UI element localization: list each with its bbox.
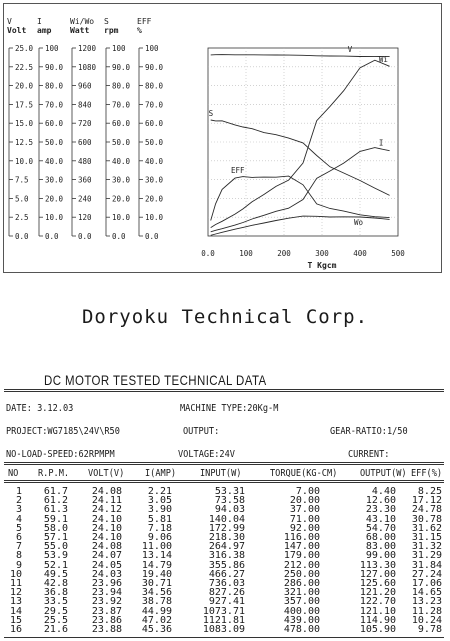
cell-no: 2 [15, 495, 22, 507]
cell-output: 4.40 [371, 486, 396, 497]
cell-volt: 23.96 [91, 578, 122, 589]
cell-amp: 19.40 [141, 568, 172, 580]
x-tick-label: 300 [315, 249, 329, 258]
rule-bottom [4, 637, 444, 638]
cell-rpm: 25.5 [43, 614, 68, 626]
col-header-amp: I(AMP) [145, 468, 177, 479]
cell-eff: 8.25 [417, 486, 442, 497]
cell-volt: 23.86 [91, 614, 122, 626]
cell-no: 7 [15, 541, 22, 553]
axis-tick-label: 50.0 [112, 138, 131, 147]
axis-tick-label: 90.0 [145, 62, 164, 72]
cell-volt: 24.10 [91, 513, 122, 525]
cell-output: 122.70 [359, 596, 396, 608]
cell-no: 14 [9, 605, 22, 617]
x-tick-label: 100 [239, 249, 253, 258]
axis-tick-label: 60.0 [112, 119, 131, 129]
axis-tick-label: 10.0 [45, 213, 64, 223]
cell-input: 1083.09 [202, 624, 245, 635]
col-header-eff: EFF(%) [411, 468, 443, 479]
cell-torque: 20.00 [289, 495, 320, 507]
cell-rpm: 53.9 [43, 550, 68, 562]
cell-rpm: 57.1 [43, 532, 68, 543]
cell-input: 736.03 [208, 578, 245, 589]
axis-tick-label: 100 [145, 44, 159, 53]
axis-tick-label: 17.5 [15, 100, 34, 110]
cell-input: 73.58 [214, 495, 245, 507]
cell-torque: 212.00 [283, 559, 320, 571]
col-header-output: OUTPUT(W) [360, 468, 407, 479]
axis-tick-label: 90.0 [112, 62, 131, 72]
cell-rpm: 61.2 [43, 495, 68, 507]
cell-eff: 31.15 [411, 532, 442, 543]
cell-rpm: 58.0 [43, 522, 68, 534]
axis-tick-label: 12.5 [15, 138, 34, 147]
axis-tick-label: 20.0 [112, 194, 131, 204]
cell-amp: 9.06 [147, 532, 172, 543]
axis-tick-label: 30.0 [112, 175, 131, 185]
cell-output: 12.60 [365, 495, 396, 507]
col-header-volt: VOLT(V) [88, 468, 125, 479]
cell-input: 316.38 [208, 550, 245, 562]
cell-amp: 44.99 [141, 605, 172, 617]
axis-tick-label: 480 [78, 156, 92, 166]
series-line-eff [211, 176, 390, 220]
series-line-wi [208, 60, 390, 227]
cell-torque: 7.00 [295, 486, 320, 497]
cell-rpm: 42.8 [43, 578, 68, 589]
cell-rpm: 52.1 [43, 559, 68, 571]
cell-no: 5 [15, 522, 22, 534]
cell-torque: 400.00 [283, 605, 320, 617]
cell-amp: 14.79 [141, 559, 172, 571]
axis-tick-label: 7.5 [15, 175, 29, 185]
cell-output: 23.30 [365, 504, 396, 516]
axis-tick-label: 10.0 [15, 156, 34, 166]
x-tick-label: 400 [353, 249, 367, 258]
cell-output: 121.20 [359, 587, 396, 599]
series-line-s [211, 120, 390, 195]
project-field: PROJECT:WG7185\24V\R50 [6, 426, 120, 437]
series-label-v: V [347, 45, 353, 55]
x-tick-label: 0.0 [201, 249, 215, 258]
cell-input: 172.99 [208, 522, 245, 534]
cell-torque: 321.00 [283, 587, 320, 599]
axis-unit-bottom: rpm [104, 26, 119, 35]
series-label-i: I [378, 138, 384, 148]
axis-tick-label: 1080 [78, 62, 97, 72]
company-name: Doryoku Technical Corp. [81, 306, 369, 328]
cell-no: 3 [15, 504, 22, 516]
axis-tick-label: 20.0 [45, 194, 64, 204]
cell-amp: 34.56 [141, 587, 172, 599]
cell-volt: 24.03 [91, 568, 122, 580]
axis-tick-label: 10.0 [145, 213, 164, 223]
cell-volt: 23.88 [91, 624, 122, 635]
series-label-eff: EFF [230, 166, 245, 176]
cell-volt: 24.08 [91, 486, 122, 497]
cell-input: 466.27 [208, 568, 245, 580]
cell-input: 264.97 [208, 541, 245, 553]
axis-tick-label: 90.0 [45, 62, 64, 72]
cell-eff: 30.78 [411, 513, 442, 525]
cell-amp: 47.02 [141, 614, 172, 626]
cell-input: 355.86 [208, 559, 245, 571]
cell-torque: 357.00 [283, 596, 320, 608]
axis-tick-label: 600 [78, 138, 92, 147]
cell-eff: 31.84 [411, 559, 442, 571]
cell-output: 127.00 [359, 568, 396, 580]
axis-tick-label: 10.0 [112, 213, 131, 223]
gear-ratio-field: GEAR-RATIO:1/50 [330, 426, 408, 437]
cell-input: 1121.81 [202, 614, 245, 626]
rule-top [4, 389, 444, 392]
series-label-wo: Wo [354, 218, 364, 228]
axis-unit-top: Wi/Wo [70, 17, 95, 26]
axis-tick-label: 60.0 [45, 119, 64, 129]
cell-input: 53.31 [214, 486, 245, 497]
axis-tick-label: 360 [78, 175, 92, 185]
axis-tick-label: 0.0 [78, 232, 92, 241]
cell-eff: 27.24 [411, 568, 442, 580]
axis-tick-label: 0.0 [15, 232, 29, 241]
axis-tick-label: 0.0 [45, 232, 59, 241]
cell-amp: 3.05 [147, 495, 172, 507]
cell-amp: 7.18 [147, 522, 172, 534]
cell-input: 218.30 [208, 532, 245, 543]
axis-tick-label: 60.0 [145, 119, 164, 129]
cell-eff: 31.32 [411, 541, 442, 553]
cell-amp: 3.90 [147, 504, 172, 516]
col-header-rpm: R.P.M. [38, 468, 70, 479]
axis-tick-label: 2.5 [15, 213, 29, 223]
axis-tick-label: 50.0 [145, 138, 164, 147]
cell-no: 8 [15, 550, 22, 562]
axis-tick-label: 20.0 [145, 194, 164, 204]
cell-no: 6 [15, 532, 22, 543]
motor-performance-chart [4, 4, 443, 274]
axis-unit-bottom: Volt [7, 26, 27, 35]
axis-tick-label: 100 [112, 44, 126, 53]
axis-unit-top: S [104, 17, 109, 26]
cell-amp: 11.00 [141, 541, 172, 553]
cell-torque: 179.00 [283, 550, 320, 562]
axis-tick-label: 22.5 [15, 62, 34, 72]
plot-area [208, 48, 398, 236]
cell-eff: 10.24 [411, 614, 442, 626]
cell-volt: 24.07 [91, 550, 122, 562]
axis-unit-top: EFF [137, 17, 152, 26]
cell-volt: 23.92 [91, 596, 122, 608]
axis-tick-label: 70.0 [45, 100, 64, 110]
axis-tick-label: 80.0 [45, 81, 64, 91]
cell-torque: 116.00 [283, 532, 320, 543]
cell-volt: 24.10 [91, 532, 122, 543]
axis-tick-label: 5.0 [15, 194, 29, 204]
cell-input: 827.26 [208, 587, 245, 599]
axis-tick-label: 720 [78, 119, 92, 129]
cell-rpm: 29.5 [43, 605, 68, 617]
cell-rpm: 55.0 [43, 541, 68, 553]
x-axis-label: T Kgcm [307, 261, 337, 270]
cell-output: 68.00 [365, 532, 396, 543]
cell-torque: 250.00 [283, 568, 320, 580]
cell-amp: 2.21 [147, 486, 172, 497]
axis-unit-top: I [37, 17, 42, 26]
output-field: OUTPUT: [183, 426, 220, 437]
axis-tick-label: 15.0 [15, 119, 34, 129]
axis-tick-label: 960 [78, 81, 92, 91]
col-header-torque: TORQUE(KG-CM) [270, 468, 338, 479]
cell-rpm: 33.5 [43, 596, 68, 608]
cell-eff: 13.23 [411, 596, 442, 608]
axis-tick-label: 120 [78, 213, 92, 223]
data-table [0, 487, 450, 637]
report-title: DC MOTOR TESTED TECHNICAL DATA [44, 372, 267, 388]
axis-tick-label: 70.0 [112, 100, 131, 110]
axis-tick-label: 40.0 [45, 156, 64, 166]
cell-eff: 17.12 [411, 495, 442, 507]
cell-eff: 17.06 [411, 578, 442, 589]
axis-tick-label: 0.0 [145, 232, 159, 241]
cell-no: 9 [15, 559, 22, 571]
cell-no: 15 [9, 614, 22, 626]
axis-tick-label: 20.0 [15, 81, 34, 91]
cell-torque: 147.00 [283, 541, 320, 553]
axis-tick-label: 40.0 [112, 156, 131, 166]
no-load-speed-field: NO-LOAD-SPEED:62RPMPM [6, 449, 115, 460]
cell-rpm: 59.1 [43, 513, 68, 525]
cell-amp: 45.36 [141, 624, 172, 635]
date-field: DATE: 3.12.03 [6, 403, 74, 414]
col-header-no: NO [8, 468, 19, 479]
cell-rpm: 61.3 [43, 504, 68, 516]
cell-output: 43.10 [365, 513, 396, 525]
series-line-v [211, 55, 390, 57]
cell-eff: 31.29 [411, 550, 442, 562]
cell-output: 83.00 [365, 541, 396, 553]
cell-input: 1073.71 [202, 605, 245, 617]
machine-type-field: MACHINE TYPE:20Kg-M [180, 403, 279, 414]
rule-header-top [4, 462, 444, 465]
cell-eff: 24.78 [411, 504, 442, 516]
axis-unit-bottom: % [137, 26, 142, 35]
cell-volt: 24.11 [91, 495, 122, 507]
cell-torque: 37.00 [289, 504, 320, 516]
axis-tick-label: 80.0 [145, 81, 164, 91]
cell-output: 54.70 [365, 522, 396, 534]
series-label-s: S [208, 109, 214, 119]
axis-tick-label: 70.0 [145, 100, 164, 110]
cell-amp: 30.71 [141, 578, 172, 589]
cell-input: 927.41 [208, 596, 245, 608]
cell-rpm: 21.6 [43, 624, 68, 635]
axis-tick-label: 240 [78, 194, 92, 204]
cell-no: 4 [15, 513, 22, 525]
x-tick-label: 500 [391, 249, 405, 258]
cell-no: 10 [9, 568, 22, 580]
axis-unit-top: V [7, 17, 12, 26]
cell-output: 113.30 [359, 559, 396, 571]
x-tick-label: 200 [277, 249, 291, 258]
cell-volt: 23.94 [91, 587, 122, 599]
cell-torque: 92.00 [289, 522, 320, 534]
cell-no: 13 [9, 596, 22, 608]
cell-volt: 24.05 [91, 559, 122, 571]
cell-no: 12 [9, 587, 22, 599]
cell-eff: 9.78 [417, 624, 442, 635]
axis-unit-bottom: amp [37, 26, 52, 35]
axis-unit-bottom: Watt [70, 26, 90, 35]
cell-input: 94.03 [214, 504, 245, 516]
cell-output: 121.10 [359, 605, 396, 617]
rule-header-bottom [4, 480, 444, 483]
cell-volt: 24.12 [91, 504, 122, 516]
cell-amp: 13.14 [141, 550, 172, 562]
axis-tick-label: 40.0 [145, 156, 164, 166]
cell-rpm: 49.5 [43, 568, 68, 580]
cell-volt: 24.10 [91, 522, 122, 534]
cell-output: 105.90 [359, 624, 396, 635]
cell-output: 125.60 [359, 578, 396, 589]
axis-tick-label: 840 [78, 100, 92, 110]
cell-eff: 14.65 [411, 587, 442, 599]
cell-torque: 439.00 [283, 614, 320, 626]
cell-output: 99.00 [365, 550, 396, 562]
current-field: CURRENT: [348, 449, 390, 460]
cell-torque: 286.00 [283, 578, 320, 589]
chart-panel [3, 3, 442, 273]
cell-no: 11 [9, 578, 22, 589]
axis-tick-label: 80.0 [112, 81, 131, 91]
cell-amp: 5.81 [147, 513, 172, 525]
cell-eff: 31.62 [411, 522, 442, 534]
axis-tick-label: 30.0 [45, 175, 64, 185]
cell-amp: 38.78 [141, 596, 172, 608]
voltage-field: VOLTAGE:24V [178, 449, 235, 460]
col-header-input: INPUT(W) [200, 468, 242, 479]
cell-rpm: 61.7 [43, 486, 68, 497]
cell-eff: 11.28 [411, 605, 442, 617]
cell-torque: 71.00 [289, 513, 320, 525]
cell-rpm: 36.8 [43, 587, 68, 599]
axis-tick-label: 100 [45, 44, 59, 53]
series-label-wi: Wi [378, 55, 388, 65]
cell-input: 140.04 [208, 513, 245, 525]
table-row [0, 625, 450, 634]
cell-no: 1 [15, 486, 22, 497]
cell-volt: 24.08 [91, 541, 122, 553]
axis-tick-label: 1200 [78, 44, 97, 53]
cell-no: 16 [9, 624, 22, 635]
axis-tick-label: 50.0 [45, 138, 64, 147]
cell-torque: 478.00 [283, 624, 320, 635]
axis-tick-label: 30.0 [145, 175, 164, 185]
cell-output: 114.90 [359, 614, 396, 626]
axis-tick-label: 0.0 [112, 232, 126, 241]
cell-volt: 23.87 [91, 605, 122, 617]
axis-tick-label: 25.0 [15, 44, 34, 53]
